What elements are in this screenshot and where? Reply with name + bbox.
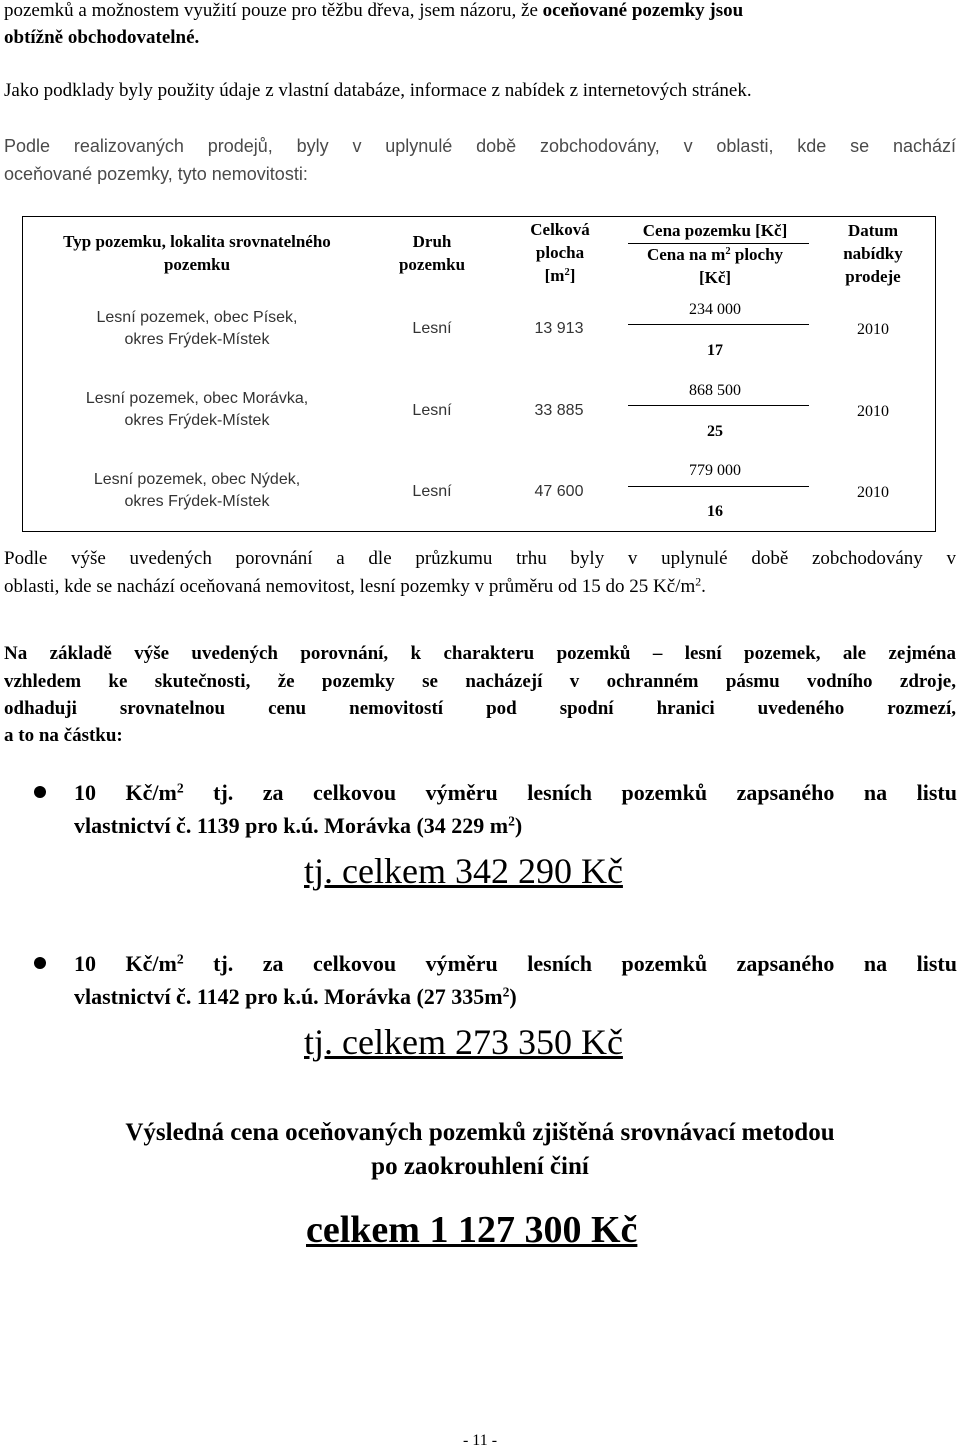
table-row-3-price-divider [628,486,809,487]
table-row-2-price: 868 500 [689,382,741,399]
intro-line-1 [4,0,956,25]
header-date-line-2: nabídky [843,244,903,263]
item-1-total: tj. celkem 342 290 Kč [304,851,623,891]
table-row-2-location-line-2: okres Frýdek-Místek [124,412,270,429]
header-type-line-1: Typ pozemku, lokalita srovnatelného [63,232,331,251]
result-line-2: po zaokrouhlení činí [371,1153,589,1180]
header-price-per-m2-line-1: Cena na $m^2$ plochy [646,245,784,264]
table-row-1-area: 13 913 [534,320,584,337]
sales-intro-line-2: oceňované pozemky, tyto nemovitosti: [4,164,308,184]
conclusion-line-1: Na základě výše uvedených porovnání, k charakteru pozemků – lesní pozemek, ale zejména [4,643,956,664]
table-row-1-kind: Lesní [412,320,452,337]
table-row-1-date: 2010 [857,321,889,338]
table-row-3-price-per-m2: 16 [707,503,723,520]
table-row-1-location-line-1: Lesní pozemek, obec Písek, [96,309,298,326]
table-row-3-area: 47 600 [534,483,584,500]
header-date [812,219,934,288]
conclusion-line-3: odhaduji srovnatelnou cenu nemovitostí pod spodní hranici uvedeného rozmezí, [4,698,956,719]
result-line-1: Výsledná cena oceňovaných pozemků zjištěná srovnávací metodou [125,1119,835,1146]
table-row-1-price-per-m2: 17 [707,342,723,359]
table-row-1-price: 234 000 [689,301,741,318]
header-price [620,219,810,242]
intro-line-2: obtížně obchodovatelné. [4,27,200,48]
item-1-line-1: 10 $Kč/m^2$ tj. za celkovou výměru lesních pozemků zapsaného na listu [74,780,957,805]
item-2-line-2: vlastnictví č. 1142 pro k.ú. Morávka (27 $335m^2$) [74,984,517,1009]
table-row-2-location [24,388,370,432]
comparison-line-2: oblasti, kde se nachází oceňovaná nemovitost, lesní pozemky v průměru od 15 do 25 $Kč/m^2$. [4,575,706,597]
table-row-1-location-line-2: okres Frýdek-Místek [124,331,270,348]
header-area-line-1: Celková [530,220,590,239]
bullet-icon [34,786,46,798]
item-2-line-1: 10 $Kč/m^2$ tj. za celkovou výměru lesních pozemků zapsaného na listu [74,951,957,976]
header-price-per-m2-line-2: [Kč] [698,268,732,287]
table-row-3-location [24,469,370,513]
table-row-2-price-divider [628,405,809,406]
header-price-per-m2 [620,243,810,289]
header-price-total: Cena pozemku [Kč] [642,221,788,240]
header-type-line-2: pozemku [163,255,231,274]
header-area [500,218,620,287]
table-row-3-location-line-2: okres Frýdek-Místek [124,493,270,510]
item-1-line-2: vlastnictví č. 1139 pro k.ú. Morávka (34 229 $m^2$) [74,813,523,838]
table-row-2-area: 33 885 [534,402,584,419]
result-total: celkem 1 127 300 Kč [306,1209,638,1251]
table-row-3-location-line-1: Lesní pozemek, obec Nýdek, [93,471,301,488]
sales-intro-line-1: Podle realizovaných prodejů, byly v uplynulé době zobchodovány, v oblasti, kde se nachází [4,136,956,156]
table-row-3-kind: Lesní [412,483,452,500]
conclusion-line-2: vzhledem ke skutečnosti, že pozemky se nacházejí v ochranném pásmu vodního zdroje, [4,671,956,692]
table-row-2-kind: Lesní [412,402,452,419]
bullet-icon [34,957,46,969]
header-date-line-1: Datum [847,221,899,240]
table-row-3-price: 779 000 [689,462,741,479]
table-row-1-price-divider [628,324,809,325]
sources-text: Jako podklady byly použity údaje z vlastní databáze, informace z nabídek z internetových stránek. [4,80,752,101]
header-kind [372,230,492,276]
header-kind-line-2: pozemku [398,255,466,274]
page-number: - 11 - [462,1432,498,1449]
header-area-line-3: $[m^2]$ [544,266,576,285]
header-kind-line-1: Druh [412,232,452,251]
intro-line-1-bold: oceňované pozemky jsou [542,0,744,21]
conclusion-line-4: a to na částku: [4,725,123,746]
table-row-2-location-line-1: Lesní pozemek, obec Morávka, [85,390,309,407]
comparison-line-1: Podle výše uvedených porovnání a dle průzkumu trhu byly v uplynulé době zobchodovány v [4,548,956,569]
table-row-2-price-per-m2: 25 [707,423,723,440]
item-2-total: tj. celkem 273 350 Kč [304,1022,623,1062]
header-area-line-2: plocha [535,243,585,262]
header-date-line-3: prodeje [845,267,901,286]
table-row-1-location [24,307,370,351]
table-row-2-date: 2010 [857,403,889,420]
header-type [24,230,370,276]
intro-line-1-text: pozemků a možnostem využití pouze pro těžbu dřeva, jsem názoru, že [4,0,538,21]
table-row-3-date: 2010 [857,484,889,501]
